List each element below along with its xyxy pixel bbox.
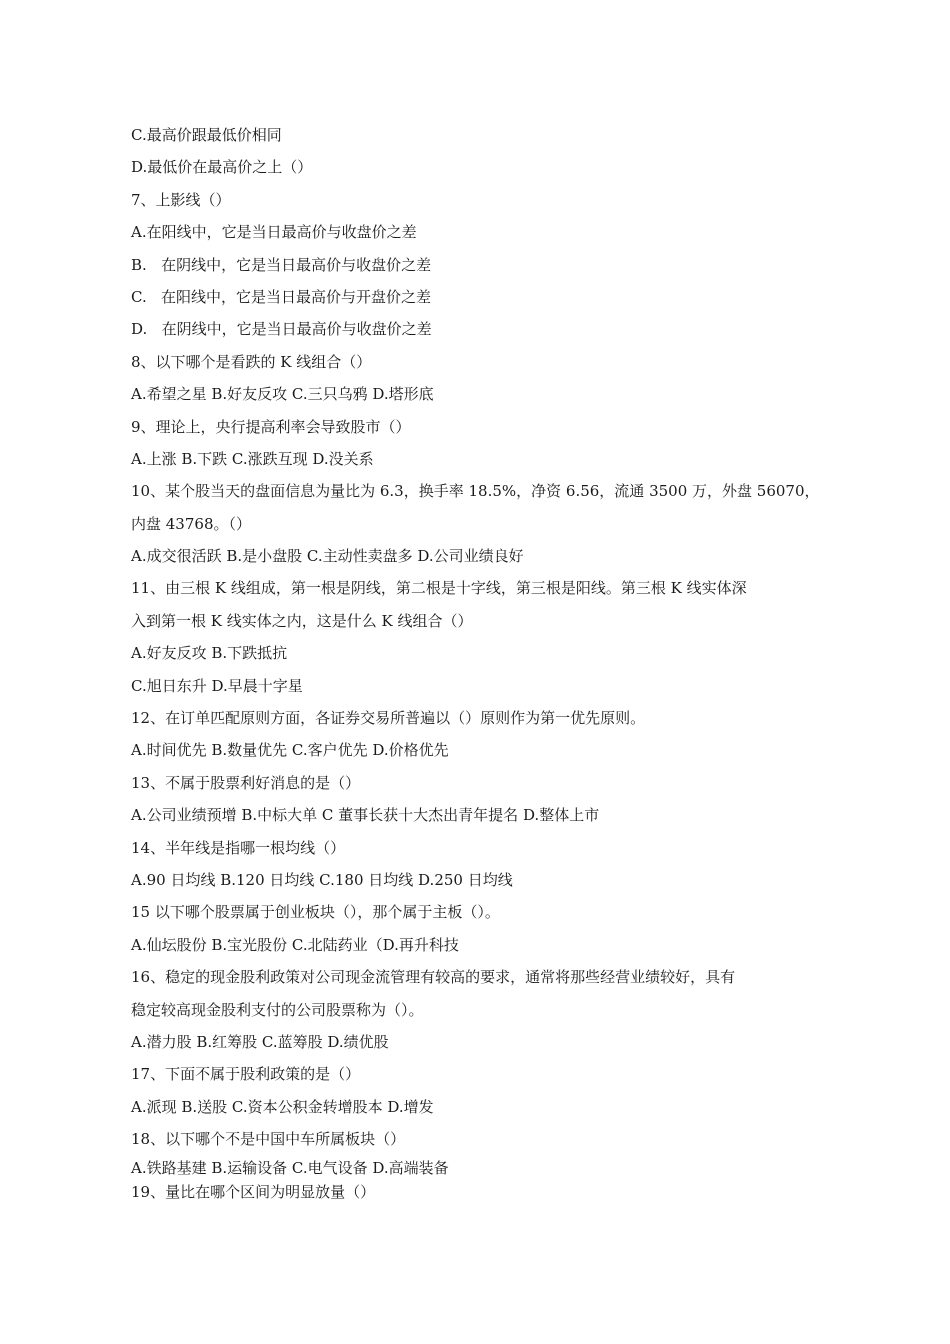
option-line: A.潜力股 B.红筹股 C.蓝筹股 D.绩优股	[131, 1032, 389, 1051]
option-line: D. 在阴线中，它是当日最高价与收盘价之差	[131, 320, 432, 339]
option-line: A.公司业绩预增 B.中标大单 C 董事长获十大杰出青年提名 D.整体上市	[131, 806, 600, 825]
question-line: 稳定较高现金股利支付的公司股票称为（）。	[131, 1000, 424, 1019]
option-line: C. 在阳线中，它是当日最高价与开盘价之差	[131, 287, 432, 306]
question-line: 16、稳定的现金股利政策对公司现金流管理有较高的要求，通常将那些经营业绩较好，具有	[131, 968, 736, 987]
option-line: A.在阳线中，它是当日最高价与收盘价之差	[131, 223, 417, 242]
question-line: 8、以下哪个是看跌的 K 线组合（）	[131, 352, 372, 371]
option-line: A.好友反攻 B.下跌抵抗	[131, 644, 288, 663]
option-line: A.希望之星 B.好友反攻 C.三只乌鸦 D.塔形底	[131, 385, 434, 404]
option-line: C.最高价跟最低价相同	[131, 126, 282, 144]
question-line: 13、不属于股票利好消息的是（）	[131, 773, 361, 792]
question-line: 12、在订单匹配原则方面，各证券交易所普遍以（）原则作为第一优先原则。	[131, 709, 646, 728]
option-line: C.旭日东升 D.早晨十字星	[131, 676, 303, 695]
option-line: A.成交很活跃 B.是小盘股 C.主动性卖盘多 D.公司业绩良好	[131, 547, 524, 566]
question-line: 14、半年线是指哪一根均线（）	[131, 838, 346, 857]
option-line: A.上涨 B.下跌 C.涨跌互现 D.没关系	[131, 449, 374, 468]
option-line: A.铁路基建 B.运输设备 C.电气设备 D.高端装备	[131, 1158, 449, 1177]
question-line: 入到第一根 K 线实体之内，这是什么 K 线组合（）	[131, 611, 473, 630]
option-line: A.派现 B.送股 C.资本公积金转增股本 D.增发	[131, 1097, 434, 1116]
question-line: 19、量比在哪个区间为明显放量（）	[131, 1182, 376, 1201]
question-line: 18、以下哪个不是中国中车所属板块（）	[131, 1130, 406, 1149]
question-line: 11、由三根 K 线组成，第一根是阴线，第二根是十字线，第三根是阳线。第三根 K 线实体深	[131, 579, 747, 598]
option-line: A.仙坛股份 B.宝光股份 C.北陆药业（D.再升科技	[131, 935, 459, 954]
option-line: A.90 日均线 B.120 日均线 C.180 日均线 D.250 日均线	[131, 870, 513, 889]
option-line: A.时间优先 B.数量优先 C.客户优先 D.价格优先	[131, 741, 449, 760]
document-body	[131, 119, 831, 1204]
question-line: 内盘 43768。（）	[131, 514, 251, 533]
question-line: 9、理论上，央行提高利率会导致股市（）	[131, 417, 411, 436]
question-line: 7、上影线（）	[131, 190, 231, 209]
question-line: 15 以下哪个股票属于创业板块（），那个属于主板（）。	[131, 903, 500, 922]
option-line: D.最低价在最高价之上（）	[131, 158, 313, 177]
question-line: 17、下面不属于股利政策的是（）	[131, 1065, 361, 1084]
option-line: B. 在阴线中，它是当日最高价与收盘价之差	[131, 255, 432, 274]
question-line: 10、某个股当天的盘面信息为量比为 6.3，换手率 18.5%，净资 6.56，流通 3500 万，外盘 56070，	[131, 482, 820, 501]
